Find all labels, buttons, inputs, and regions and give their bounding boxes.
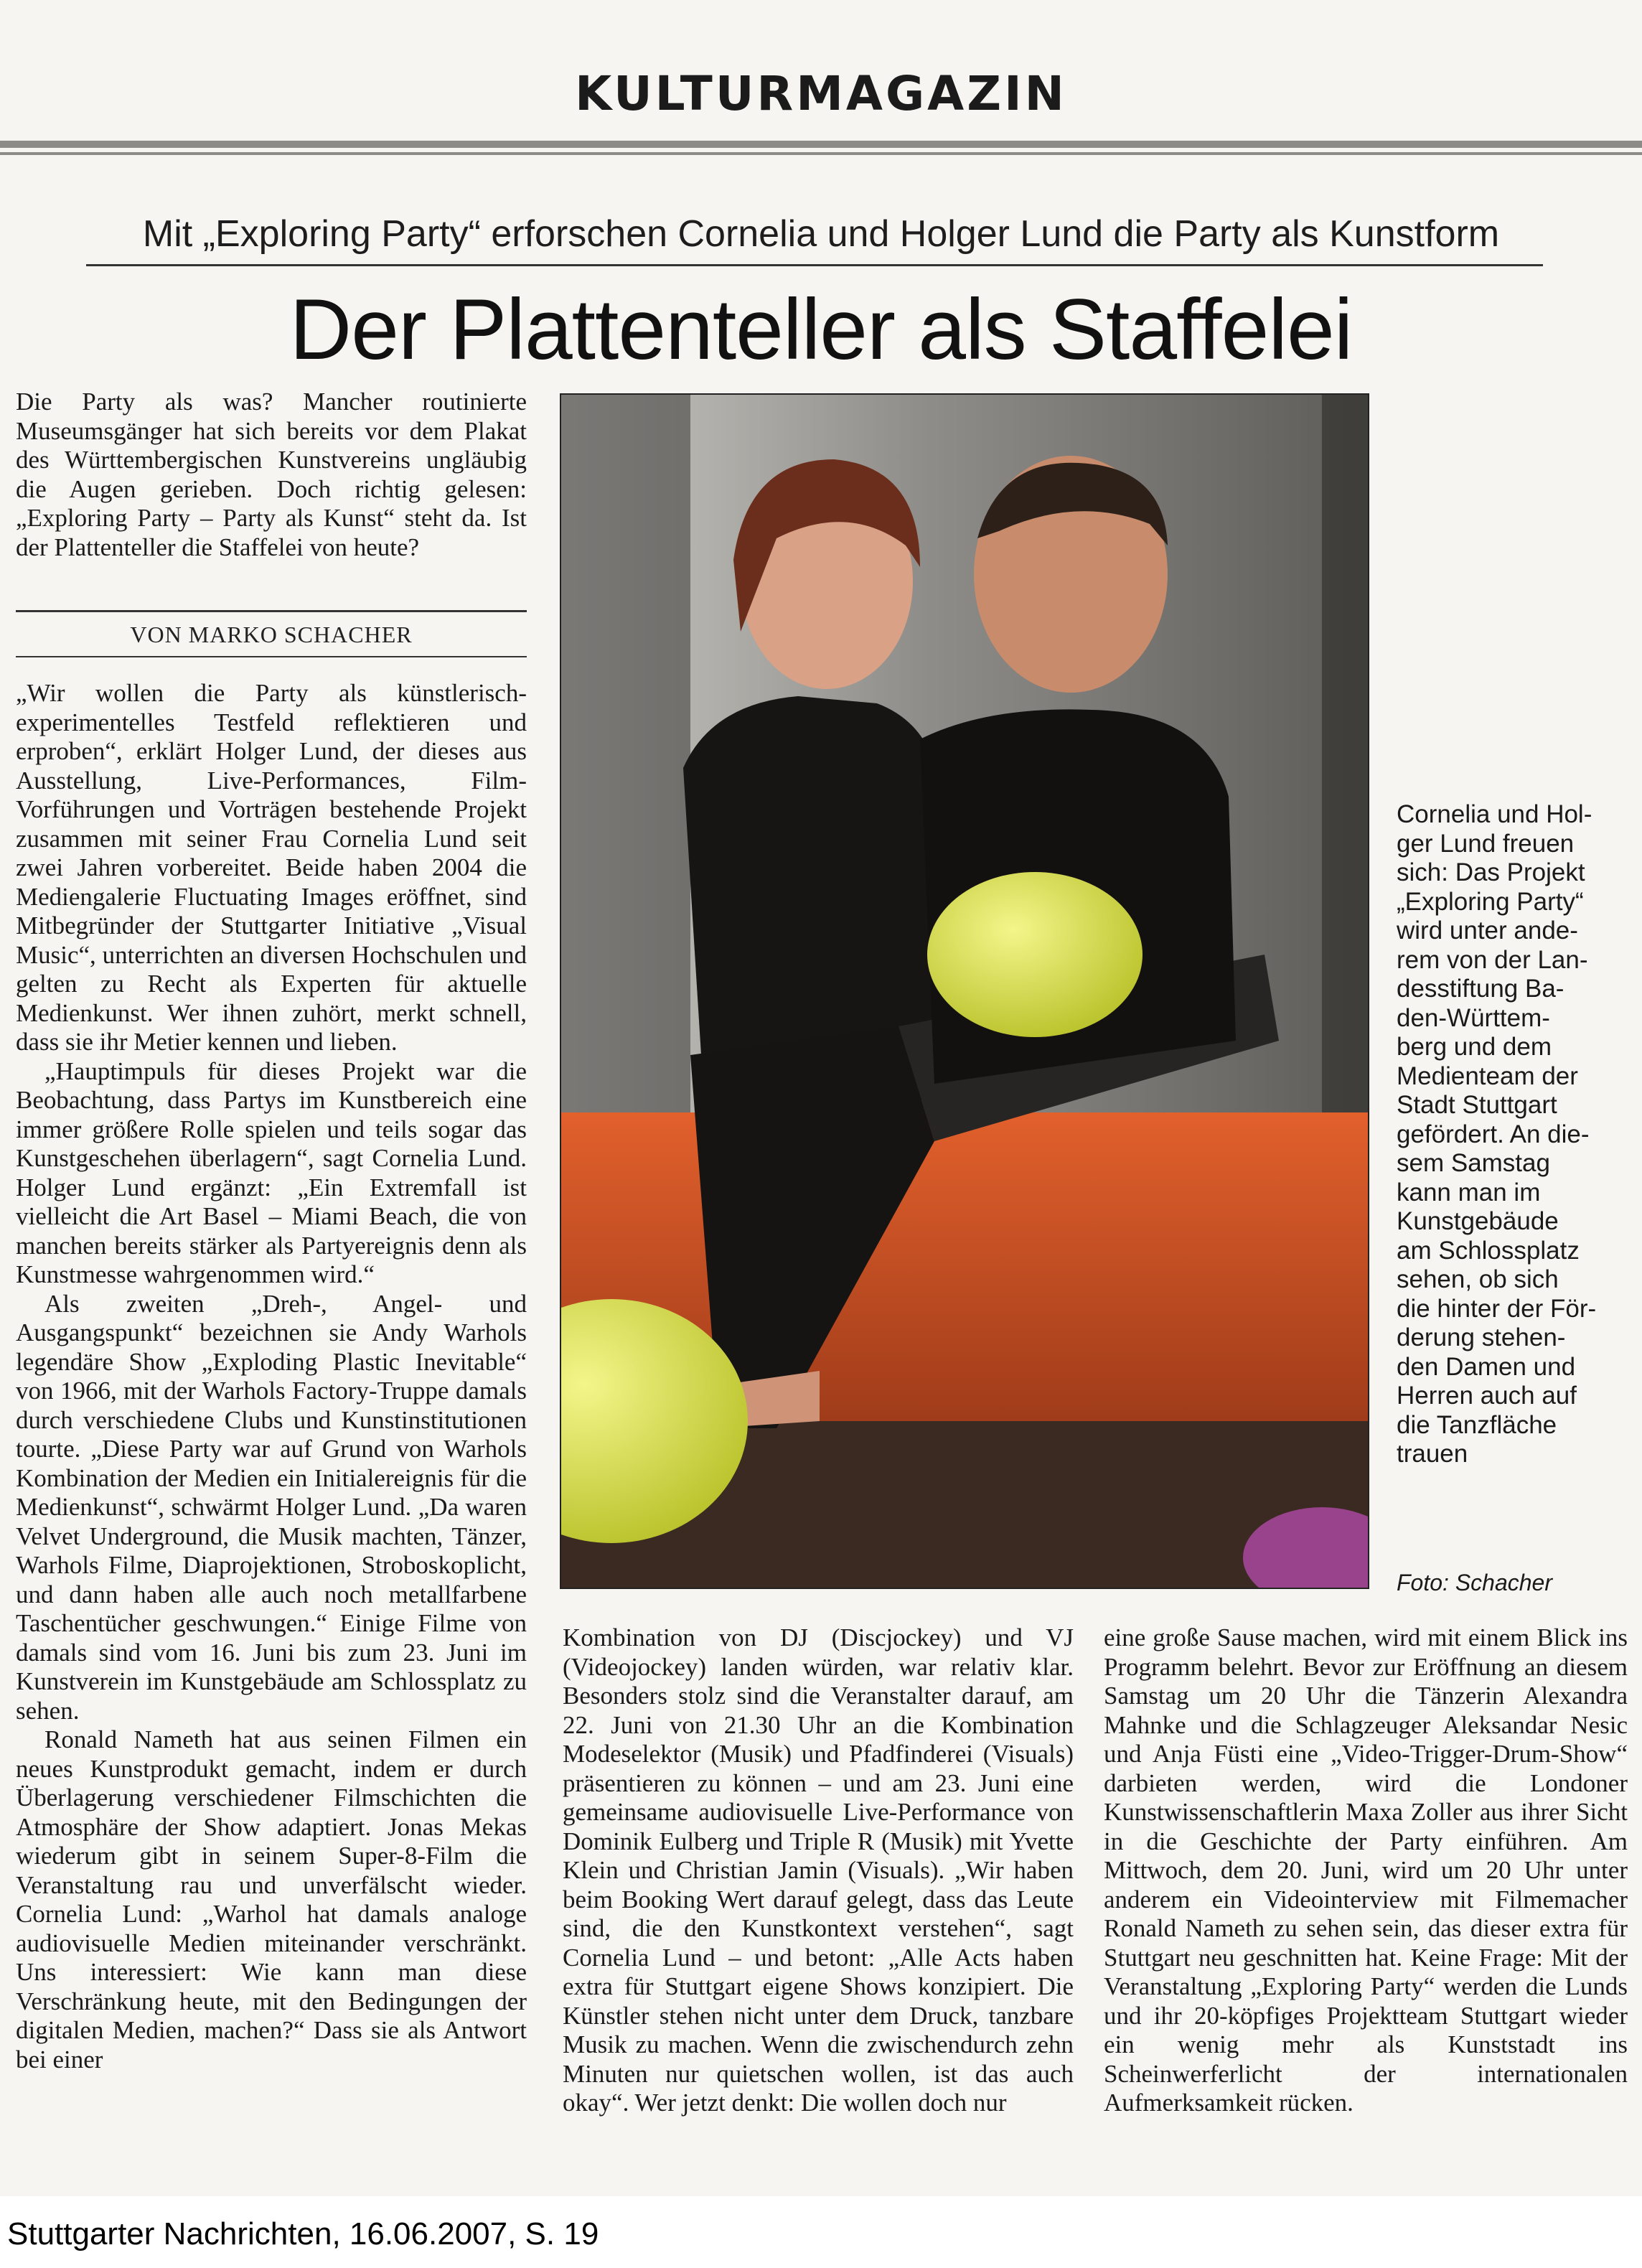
article-kicker: Mit „Exploring Party“ erforschen Cornelia und Holger Lund die Party als Kunstform — [142, 213, 1500, 255]
caption-line: Medienteam der — [1397, 1062, 1578, 1090]
article-paragraph: Ronald Nameth hat aus seinen Filmen ein neues Kunstprodukt gemacht, indem er durch Überlagerung verschiedener Filmschichten die Atmosphäre der Show adaptiert. Jonas Mekas wiederum gibt in seinem Super-8-Film die Veranstaltung rau und unverfälscht wieder. Cornelia Lund: „Warhol hat damals analoge audiovisuelle Medien miteinander verschränkt. Uns interessiert: Wie kann man diese Verschränkung heute, mit den Bedingungen der digitalen Medien, machen?“ Dass sie als Antwort bei einer — [16, 1725, 527, 2073]
caption-line: derung stehen- — [1397, 1323, 1566, 1351]
caption-line: kann man im — [1397, 1178, 1541, 1206]
kicker-underline — [86, 264, 1543, 266]
yellow-balloon — [927, 872, 1143, 1037]
caption-line: trauen — [1397, 1440, 1468, 1468]
caption-line: den-Württem- — [1397, 1003, 1550, 1032]
article-photo — [560, 393, 1369, 1589]
caption-line: Herren auch auf — [1397, 1382, 1577, 1410]
caption-line: die Tanzfläche — [1397, 1410, 1557, 1439]
article-paragraph: Kombination von DJ (Discjockey) und VJ (Videojockey) landen würden, war relativ klar. Besonders stolz sind die Veranstalter darauf, am 22. Juni von 21.30 Uhr an die Kombination Modeselektor (Musik) und Pfadfinderei (Visuals) präsentieren zu können – und am 23. Juni eine gemeinsame audiovisuelle Live-Performance von Dominik Eulberg und Triple R (Musik) mit Yvette Klein und Christian Jamin (Visuals). „Wir haben beim Booking Wert darauf gelegt, dass das Leute sind, die den Kunstkontext verstehen“, sagt Cornelia Lund – und betont: „Alle Acts haben extra für Stuttgart eigene Shows konzipiert. Die Künstler stehen nicht unter dem Druck, tanzbare Musik zu machen. Wenn die zwischendurch zehn Minuten nur quietschen wollen, ist das auch okay“. Wer jetzt denkt: Die wollen doch nur — [563, 1623, 1074, 2117]
article-headline: Der Plattenteller als Staffelei — [289, 281, 1353, 378]
photo-credit: Foto: Schacher — [1397, 1570, 1552, 1595]
caption-line: sich: Das Projekt — [1397, 858, 1585, 886]
article-paragraph: eine große Sause machen, wird mit einem Blick ins Programm belehrt. Bevor zur Eröffnung an diesem Samstag um 20 Uhr die Tänzerin Alexandra Mahnke und die Schlagzeuger Aleksandar Nesic und Anja Füsti eine „Video-Trigger-Drum-Show“ darbieten werden, wird die Londoner Kunstwissenschaftlerin Maxa Zoller aus ihrer Sicht in die Geschichte der Party einführen. Am Mittwoch, dem 20. Juni, wird um 20 Uhr unter anderem ein Videointerview mit Filmemacher Ronald Nameth zu sehen sein, das dieser extra für Stuttgart neu geschnitten hat. Keine Frage: Mit der Veranstaltung „Exploring Party“ werden die Lunds und ihr 20-köpfiges Projektteam Stuttgart wieder ein wenig mehr als Kunststadt ins Scheinwerferlicht der internationalen Aufmerksamkeit rücken. — [1104, 1623, 1628, 2117]
lead-paragraph: Die Party als was? Mancher routinierte Museumsgänger hat sich bereits vor dem Plakat des Württembergischen Kunstvereins ungläubig die Augen gerieben. Doch richtig gelesen: „Exploring Party – Party als Kunst“ steht da. Ist der Plattenteller die Staffelei von heute? — [16, 388, 527, 561]
photo-caption — [1397, 800, 1633, 1469]
caption-line: sehen, ob sich — [1397, 1265, 1559, 1293]
caption-line: sem Samstag — [1397, 1149, 1550, 1177]
caption-line: Cornelia und Hol- — [1397, 800, 1592, 828]
caption-line: gefördert. An die- — [1397, 1120, 1590, 1148]
caption-line: desstiftung Ba- — [1397, 975, 1564, 1003]
article-lead — [16, 388, 527, 562]
byline-rule-top — [16, 610, 527, 612]
byline: VON MARKO SCHACHER — [130, 622, 413, 647]
caption-line: am Schlossplatz — [1397, 1236, 1580, 1265]
header-rule-thick — [0, 141, 1642, 148]
caption-line: Kunstgebäude — [1397, 1207, 1559, 1235]
section-heading: KULTURMAGAZIN — [575, 66, 1067, 121]
byline-rule-bottom — [16, 656, 527, 657]
article-column-right — [1104, 1623, 1628, 2118]
caption-line: Stadt Stuttgart — [1397, 1091, 1557, 1119]
header-rule-thin — [0, 152, 1642, 155]
caption-line: berg und dem — [1397, 1033, 1552, 1061]
caption-line: „Exploring Party“ — [1397, 887, 1584, 916]
caption-line: die hinter der För- — [1397, 1294, 1597, 1323]
article-column-middle — [563, 1623, 1074, 2118]
caption-line: rem von der Lan- — [1397, 945, 1588, 974]
article-paragraph: Als zweiten „Dreh-, Angel- und Ausgangspunkt“ bezeichnen sie Andy Warhols legendäre Show „Exploding Plastic Inevitable“ von 1966, mit der Warhols Factory-Truppe damals durch verschiedene Clubs und Kunstinstitutionen tourte. „Diese Party war auf Grund von Warhols Kombination der Medien ein Initialereignis für die Medienkunst“, schwärmt Holger Lund. „Da waren Velvet Underground, die Musik machten, Tänzer, Warhols Filme, Diaprojektionen, Stroboskoplicht, und dann haben alle auch noch metallfarbene Taschentücher geschwungen.“ Einige Filme von damals sind vom 16. Juni bis zum 23. Juni im Kunstverein im Kunstgebäude am Schlossplatz zu sehen. — [16, 1289, 527, 1725]
caption-line: ger Lund freuen — [1397, 829, 1575, 858]
article-column-left — [16, 679, 527, 2074]
caption-line: wird unter ande- — [1397, 917, 1578, 945]
article-paragraph: „Hauptimpuls für dieses Projekt war die Beobachtung, dass Partys im Kunstbereich eine immer größere Rolle spielen und teils sogar das Kunstgeschehen überlagern“, sagt Cornelia Lund. Holger Lund ergänzt: „Ein Extremfall ist vielleicht die Art Basel – Miami Beach, die von manchen bereits stärker als Partyereignis denn als Kunstmesse wahrgenommen wird.“ — [16, 1056, 527, 1288]
caption-line: den Damen und — [1397, 1352, 1576, 1381]
article-paragraph: „Wir wollen die Party als künstlerisch-experimentelles Testfeld reflektieren und erproben“, erklärt Holger Lund, der dieses aus Ausstellung, Live-Performances, Film-Vorführungen und Vorträgen bestehende Projekt zusammen mit seiner Frau Cornelia Lund seit zwei Jahren vorbereitet. Beide haben 2004 die Mediengalerie Fluctuating Images eröffnet, sind Mitbegründer der Stuttgarter Initiative „Visual Music“, unterrichten an diversen Hochschulen und gelten zu Recht als Experten für aktuelle Medienkunst. Wer ihnen zuhört, merkt schnell, dass sie ihr Metier kennen und lieben. — [16, 679, 527, 1056]
source-citation: Stuttgarter Nachrichten, 16.06.2007, S. 19 — [7, 2216, 599, 2251]
